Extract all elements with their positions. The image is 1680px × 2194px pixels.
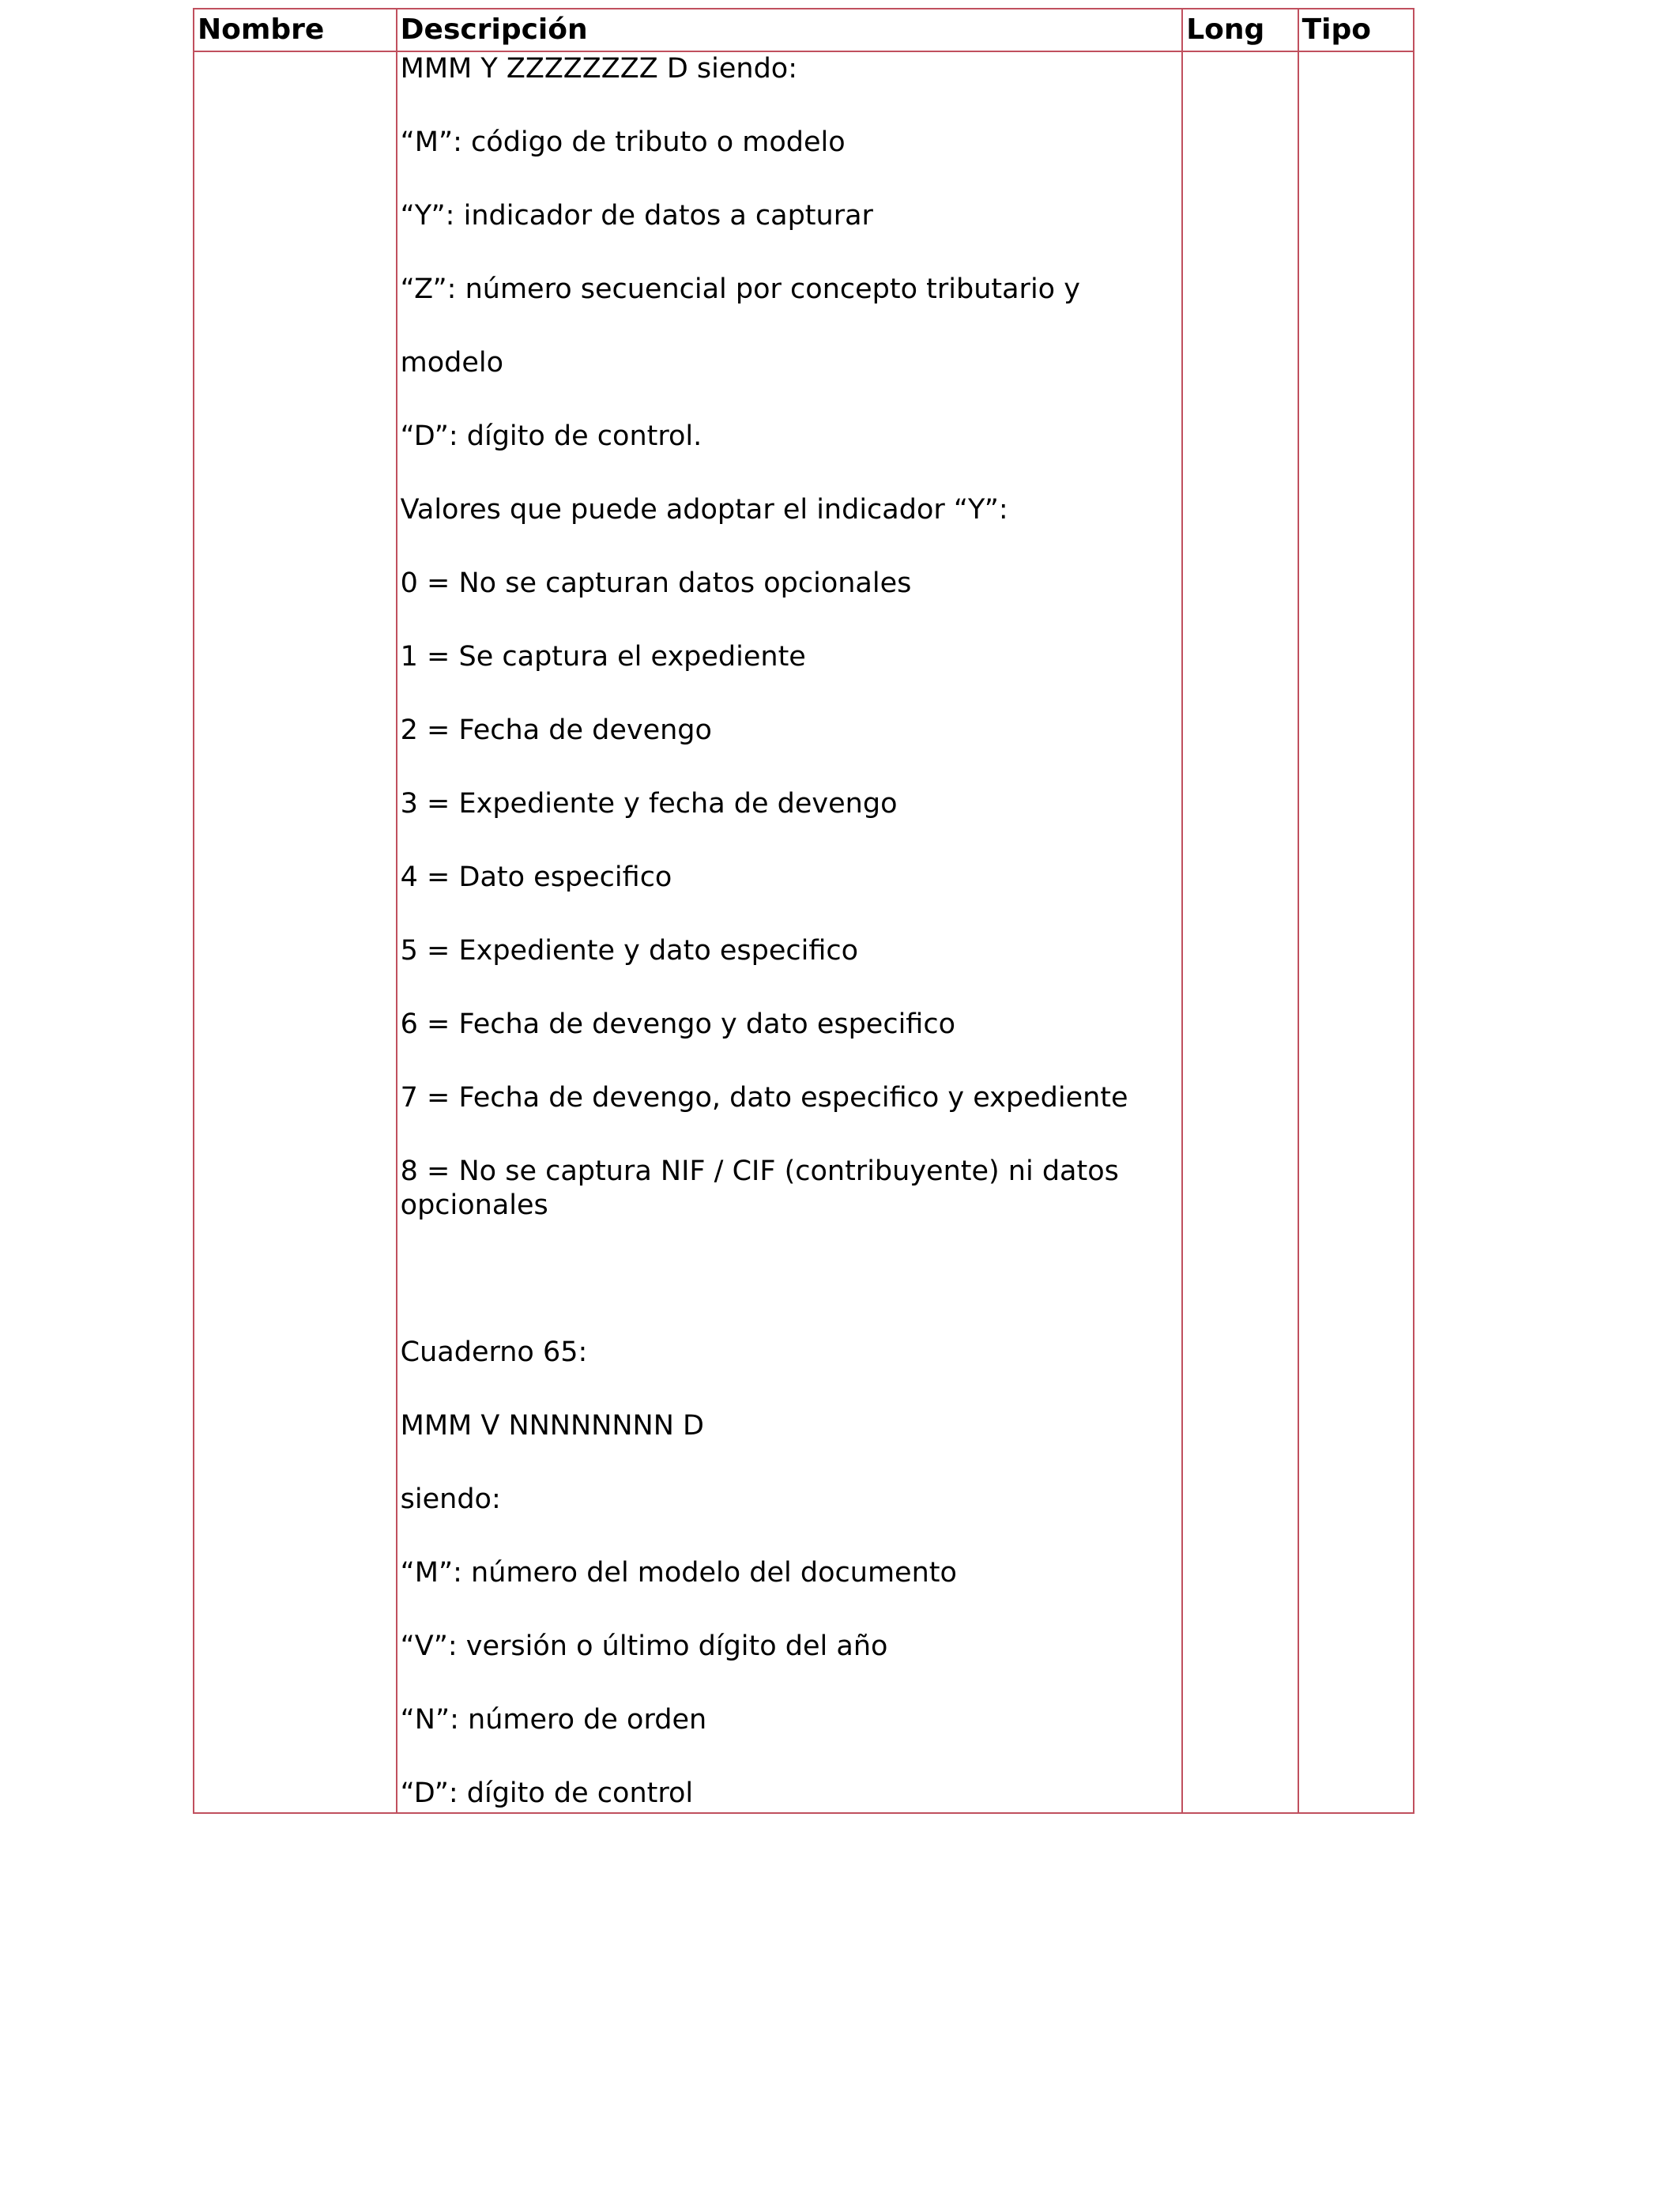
tipo-cell [1298,51,1414,1813]
description-line: “D”: dígito de control [400,1777,694,1809]
descripcion-cell [397,51,1183,1813]
description-line: “M”: código de tributo o modelo [400,126,846,158]
table-header-row [194,9,1414,51]
header-long: Long [1182,9,1298,51]
description-line: 0 = No se capturan datos opcionales [400,567,912,599]
description-line: “M”: número del modelo del documento [400,1557,957,1589]
description-line: MMM V NNNNNNNN D [400,1410,704,1442]
header-descripcion: Descripción [397,9,1183,51]
description-line: 1 = Se captura el expediente [400,641,806,673]
description-line: 7 = Fecha de devengo, dato especifico y expediente [400,1082,1128,1114]
header-tipo: Tipo [1298,9,1414,51]
header-nombre: Nombre [194,9,397,51]
description-line: 6 = Fecha de devengo y dato especifico [400,1008,956,1040]
description-line: 5 = Expediente y dato especifico [400,935,859,967]
description-line: MMM Y ZZZZZZZZ D siendo: [400,53,797,85]
description-line: 2 = Fecha de devengo [400,714,712,746]
description-line: Valores que puede adoptar el indicador “Y”: [400,494,1008,526]
description-line: modelo [400,347,504,379]
table-row [194,51,1414,1813]
description-line: “Y”: indicador de datos a capturar [400,200,873,232]
field-description-table [193,8,1414,1814]
description-line: Cuaderno 65: [400,1336,588,1368]
description-line: siendo: [400,1483,501,1515]
description-line: 3 = Expediente y fecha de devengo [400,788,898,820]
description-line: “V”: versión o último dígito del año [400,1630,888,1662]
long-cell [1182,51,1298,1813]
description-line: “Z”: número secuencial por concepto tributario y [400,273,1080,305]
description-line: “D”: dígito de control. [400,420,703,452]
description-line: “N”: número de orden [400,1704,707,1736]
nombre-cell [194,51,397,1813]
description-line: 8 = No se captura NIF / CIF (contribuyente) ni datos opcionales [400,1155,1119,1221]
description-line: 4 = Dato especifico [400,861,672,893]
